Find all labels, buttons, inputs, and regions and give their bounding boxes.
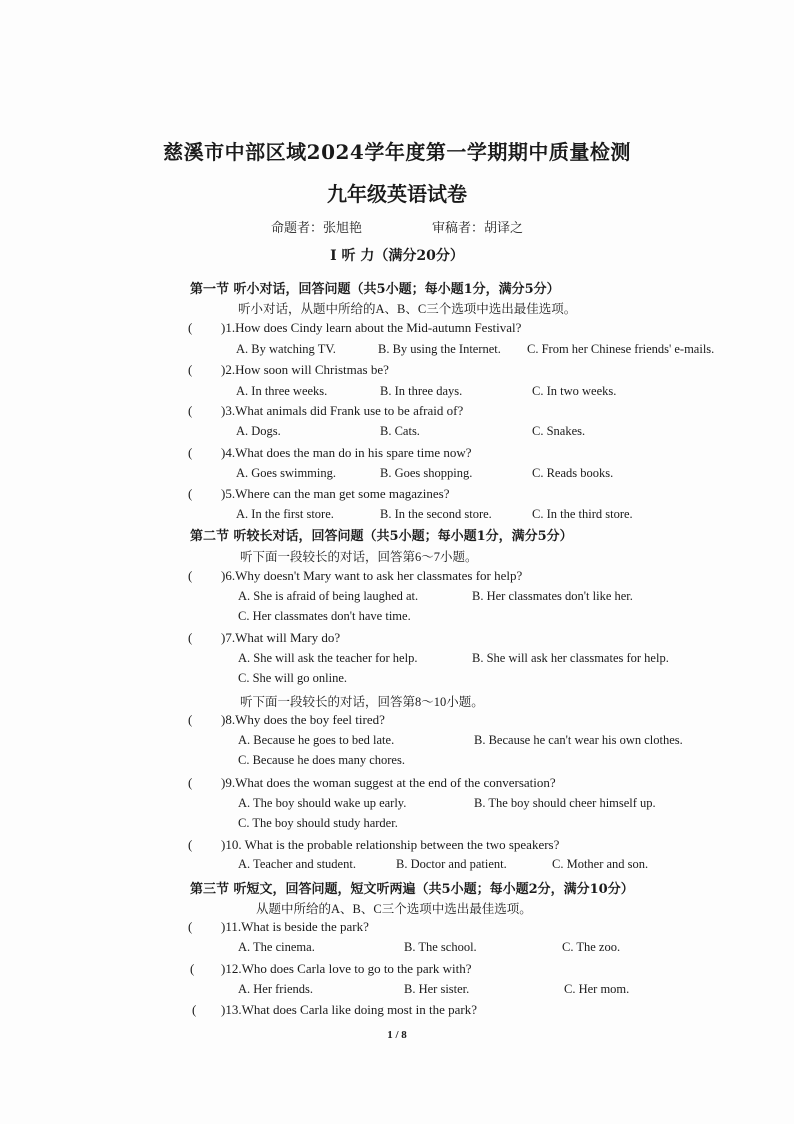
q12-option-b: B. Her sister. <box>404 982 470 996</box>
q8-option-b: B. Because he can't wear his own clothes. <box>474 733 683 747</box>
section3-title: 第三节 听短文，回答问题，短文听两遍（共5小题；每小题2分，满分10分） <box>190 882 634 897</box>
question-1: )1.How does Cindy learn about the Mid-autumn Festival? <box>221 320 522 335</box>
question-7: )7.What will Mary do? <box>221 630 341 645</box>
q6-option-b: B. Her classmates don't like her. <box>472 589 633 603</box>
q9-option-b: B. The boy should cheer himself up. <box>474 796 656 810</box>
question-8: )8.Why does the boy feel tired? <box>221 712 385 727</box>
q11-option-c: C. The zoo. <box>562 940 621 954</box>
question-3: )3.What animals did Frank use to be afraid of? <box>221 403 464 418</box>
page-number: 1 / 8 <box>387 1029 407 1041</box>
q4-option-a: A. Goes swimming. <box>236 466 336 480</box>
q8-option-a: A. Because he goes to bed late. <box>238 733 395 747</box>
answer-paren: ( <box>188 568 193 583</box>
q3-option-a: A. Dogs. <box>236 424 281 438</box>
question-2: )2.How soon will Christmas be? <box>221 362 389 377</box>
q2-option-a: A. In three weeks. <box>236 384 328 398</box>
q6-option-c: C. Her classmates don't have time. <box>238 609 411 623</box>
q3-option-c: C. Snakes. <box>532 424 586 438</box>
q3-option-b: B. Cats. <box>380 424 420 438</box>
answer-paren: ( <box>188 919 193 934</box>
q7-option-b: B. She will ask her classmates for help. <box>472 651 669 665</box>
author: 命题者：张旭艳 <box>270 220 362 235</box>
q5-option-a: A. In the first store. <box>236 507 334 521</box>
section2-instruction2: 听下面一段较长的对话，回答第8～10小题。 <box>240 695 484 709</box>
question-6: )6.Why doesn't Mary want to ask her classmates for help? <box>221 568 523 583</box>
q11-option-a: A. The cinema. <box>238 940 315 954</box>
q1-option-a: A. By watching TV. <box>236 342 336 356</box>
reviewer: 审稿者：胡译之 <box>432 220 524 235</box>
section2-title: 第二节 听较长对话，回答问题（共5小题；每小题1分，满分5分） <box>190 529 573 544</box>
q7-option-a: A. She will ask the teacher for help. <box>238 651 418 665</box>
q2-option-b: B. In three days. <box>380 384 463 398</box>
q5-option-c: C. In the third store. <box>532 507 633 521</box>
q11-option-b: B. The school. <box>404 940 477 954</box>
q8-option-c: C. Because he does many chores. <box>238 753 405 767</box>
answer-paren: ( <box>188 775 193 790</box>
question-4: )4.What does the man do in his spare time now? <box>221 445 472 460</box>
q9-option-c: C. The boy should study harder. <box>238 816 398 830</box>
q7-option-c: C. She will go online. <box>238 671 348 685</box>
q12-option-a: A. Her friends. <box>238 982 313 996</box>
answer-paren: ( <box>188 445 193 460</box>
question-9: )9.What does the woman suggest at the end of the conversation? <box>221 775 556 790</box>
q4-option-c: C. Reads books. <box>532 466 614 480</box>
section1-instruction: 听小对话，从题中所给的A、B、C三个选项中选出最佳选项。 <box>238 302 577 316</box>
question-13: )13.What does Carla like doing most in the park? <box>221 1002 477 1017</box>
answer-paren: ( <box>188 362 193 377</box>
section3-instruction: 从题中所给的A、B、C三个选项中选出最佳选项。 <box>256 902 532 916</box>
q10-option-b: B. Doctor and patient. <box>396 857 507 871</box>
q10-option-a: A. Teacher and student. <box>238 857 356 871</box>
answer-paren: ( <box>188 630 193 645</box>
q12-option-c: C. Her mom. <box>564 982 630 996</box>
part-title: Ⅰ 听 力（满分20分） <box>330 248 464 264</box>
answer-paren: ( <box>190 961 195 976</box>
section1-title: 第一节 听小对话，回答问题（共5小题；每小题1分，满分5分） <box>190 282 560 297</box>
answer-paren: ( <box>188 837 193 852</box>
q2-option-c: C. In two weeks. <box>532 384 617 398</box>
answer-paren: ( <box>188 320 193 335</box>
question-12: )12.Who does Carla love to go to the park with? <box>221 961 472 976</box>
exam-title: 慈溪市中部区域2024学年度第一学期期中质量检测 <box>163 140 631 164</box>
q9-option-a: A. The boy should wake up early. <box>238 796 407 810</box>
section2-instruction1: 听下面一段较长的对话，回答第6～7小题。 <box>240 550 478 564</box>
q1-option-b: B. By using the Internet. <box>378 342 501 356</box>
q10-option-c: C. Mother and son. <box>552 857 649 871</box>
q5-option-b: B. In the second store. <box>380 507 492 521</box>
author-line <box>0 217 794 236</box>
question-10: )10. What is the probable relationship between the two speakers? <box>221 837 560 852</box>
answer-paren: ( <box>188 486 193 501</box>
question-5: )5.Where can the man get some magazines? <box>221 486 450 501</box>
q4-option-b: B. Goes shopping. <box>380 466 473 480</box>
answer-paren: ( <box>188 403 193 418</box>
question-11: )11.What is beside the park? <box>221 919 369 934</box>
q1-option-c: C. From her Chinese friends' e-mails. <box>527 342 715 356</box>
q6-option-a: A. She is afraid of being laughed at. <box>238 589 419 603</box>
answer-paren: ( <box>188 712 193 727</box>
exam-subtitle: 九年级英语试卷 <box>327 182 467 206</box>
answer-paren: ( <box>192 1002 197 1017</box>
